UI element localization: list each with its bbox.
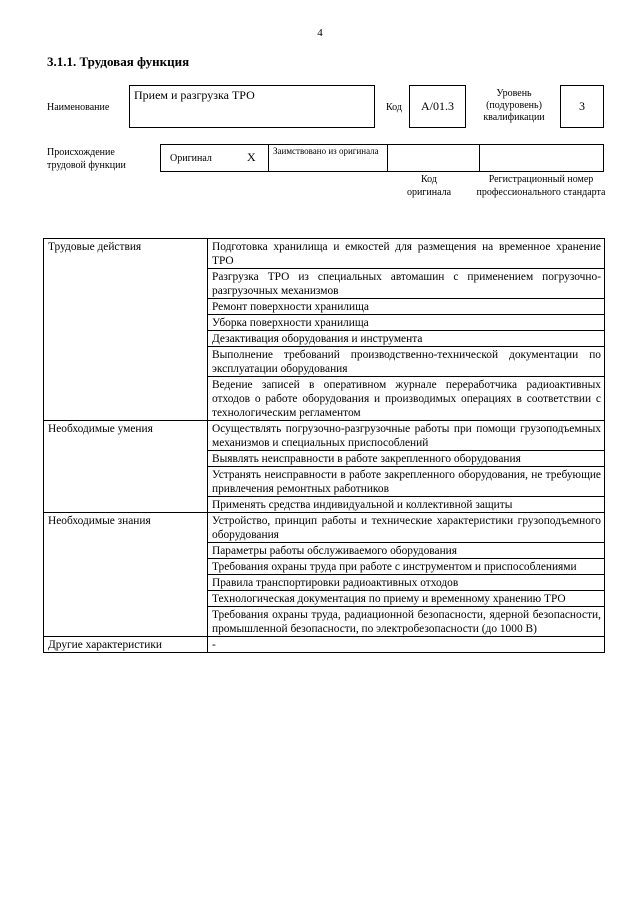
item-cell: Ведение записей в оперативном журнале переработчика радиоактивных отходов о работе оборудования и производимых операциях в соответствии с технологическим регламентом: [208, 377, 605, 421]
category-cell: Необходимые знания: [44, 513, 208, 637]
item-cell: Устранять неисправности в работе закрепленного оборудования, не требующие привлечения ремонтных работников: [208, 467, 605, 497]
category-cell: Другие характеристики: [44, 637, 208, 653]
section-title: 3.1.1. Трудовая функция: [47, 54, 190, 69]
code-field: А/01.3: [409, 85, 466, 128]
item-cell: Требования охраны труда, радиационной безопасности, ядерной безопасности, промышленной безопасности, по электробезопасности (до 1000 В): [208, 607, 605, 637]
table-row: [44, 239, 605, 269]
level-field: 3: [560, 85, 604, 128]
item-cell: Требования охраны труда при работе с инструментом и приспособлениями: [208, 559, 605, 575]
origin-strip: [160, 144, 604, 172]
item-cell: Правила транспортировки радиоактивных отходов: [208, 575, 605, 591]
function-table-body: [44, 239, 605, 653]
table-row: [44, 513, 605, 543]
name-label: Наименование: [47, 102, 110, 113]
function-table: [43, 238, 605, 653]
item-cell: Технологическая документация по приему и временному хранению ТРО: [208, 591, 605, 607]
item-cell: Устройство, принцип работы и технические характеристики грузоподъемного оборудования: [208, 513, 605, 543]
item-cell: Выполнение требований производственно-технической документации по эксплуатации оборудования: [208, 347, 605, 377]
code-original-caption: Код оригинала: [406, 174, 452, 198]
item-cell: Уборка поверхности хранилища: [208, 315, 605, 331]
item-cell: Осуществлять погрузочно-разгрузочные работы при помощи грузоподъемных механизмов и специальных приспособлений: [208, 421, 605, 451]
borrowed-label: Заимствовано из оригинала: [273, 146, 379, 156]
item-cell: -: [208, 637, 605, 653]
page-number: 4: [317, 27, 323, 39]
original-mark: Х: [247, 150, 256, 164]
item-cell: Дезактивация оборудования и инструмента: [208, 331, 605, 347]
item-cell: Ремонт поверхности хранилища: [208, 299, 605, 315]
code-label: Код: [386, 102, 402, 113]
item-cell: Разгрузка ТРО из специальных автомашин с применением погрузочно-разгрузочных механизмов: [208, 269, 605, 299]
original-label: Оригинал: [170, 153, 212, 164]
item-cell: Параметры работы обслуживаемого оборудования: [208, 543, 605, 559]
table-row: [44, 421, 605, 451]
category-cell: Необходимые умения: [44, 421, 208, 513]
table-row: [44, 637, 605, 653]
item-cell: Выявлять неисправности в работе закрепленного оборудования: [208, 451, 605, 467]
item-cell: Подготовка хранилища и емкостей для размещения на временное хранение ТРО: [208, 239, 605, 269]
reg-number-caption: Регистрационный номер профессионального стандарта: [476, 174, 606, 198]
item-cell: Применять средства индивидуальной и коллективной защиты: [208, 497, 605, 513]
category-cell: Трудовые действия: [44, 239, 208, 421]
level-label: Уровень (подуровень) квалификации: [483, 88, 545, 123]
function-name-field: Прием и разгрузка ТРО: [129, 85, 375, 128]
original-cell: [161, 145, 269, 171]
code-original-cell: [388, 145, 480, 171]
origin-label: Происхождение трудовой функции: [47, 147, 126, 171]
borrowed-cell: [269, 145, 388, 171]
